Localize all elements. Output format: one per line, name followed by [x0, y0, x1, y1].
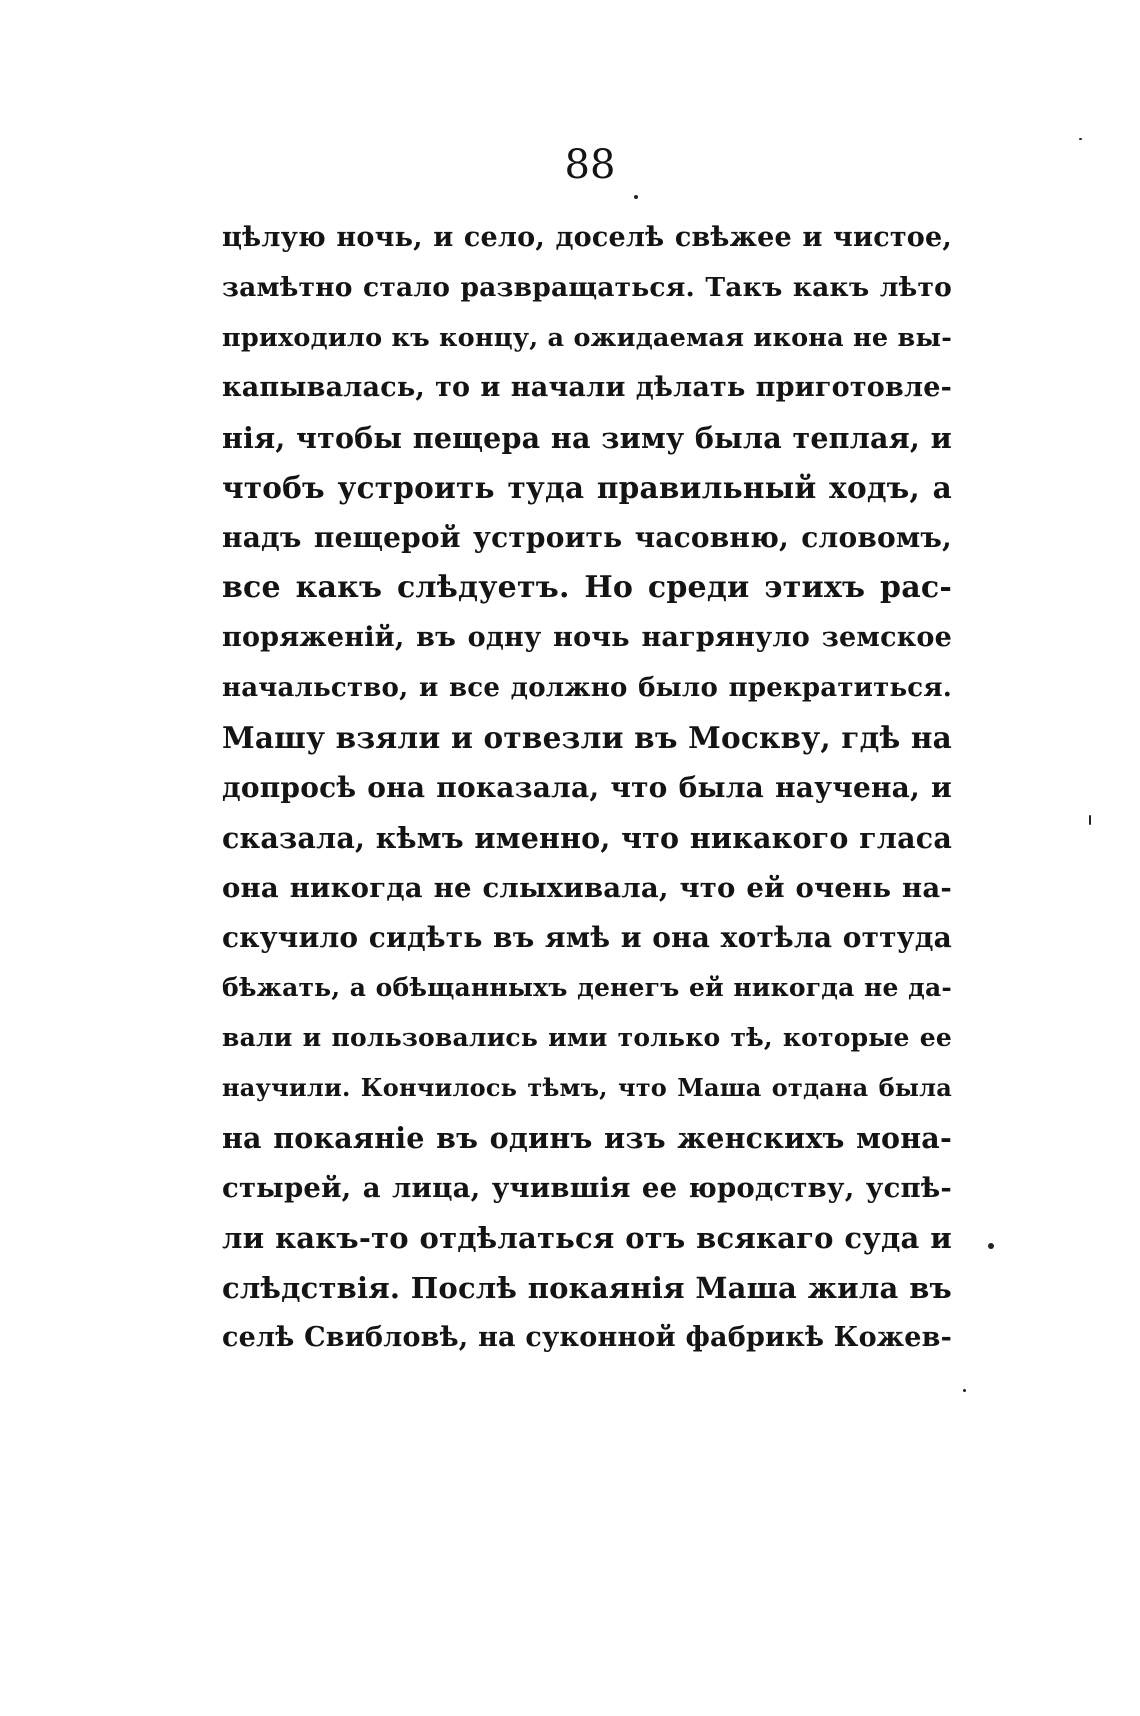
text-line: поряженій, въ одну ночь нагрянуло земское: [222, 622, 952, 653]
text-line: бѣжать, а обѣщанныхъ денегъ ей никогда не да-: [222, 973, 952, 1002]
scan-speck: [1079, 138, 1082, 140]
text-line: ли какъ-то отдѣлаться отъ всякаго суда и: [222, 1221, 952, 1255]
scan-speck: [634, 195, 638, 199]
text-line: селѣ Свибловѣ, на суконной фабрикѣ Кожев-: [222, 1322, 952, 1353]
text-line: капывалась, то и начали дѣлать приготовле-: [222, 372, 952, 403]
text-line: все какъ слѣдуетъ. Но среди этихъ рас-: [222, 570, 952, 605]
text-line: приходило къ концу, а ожидаемая икона не вы-: [222, 323, 952, 353]
text-line: вали и пользовались ими только тѣ, которые ее: [222, 1023, 952, 1052]
body-text: [222, 213, 952, 1363]
text-line: нія, чтобы пещера на зиму была теплая, и: [222, 421, 952, 455]
scan-speck: [1089, 815, 1091, 825]
text-line: она никогда не слыхивала, что ей очень на-: [222, 872, 952, 904]
text-line: Машу взяли и отвезли въ Москву, гдѣ на: [222, 720, 952, 755]
text-line: скучило сидѣть въ ямѣ и она хотѣла оттуда: [222, 921, 952, 954]
text-line: начальство, и все должно было прекратиться.: [222, 673, 952, 703]
text-line: допросѣ она показала, что была научена, и: [222, 771, 952, 804]
text-line: стырей, а лица, учившія ее юродству, успѣ-: [222, 1172, 952, 1204]
text-line: слѣдствія. Послѣ покаянія Маша жила въ: [222, 1271, 952, 1305]
scan-speck: [963, 1389, 966, 1392]
text-line: сказала, кѣмъ именно, что никакого гласа: [222, 821, 952, 855]
text-line: замѣтно стало развращаться. Такъ какъ лѣто: [222, 272, 952, 303]
page-number: 88: [564, 142, 616, 188]
text-line: цѣлую ночь, и село, доселѣ свѣжее и чистое,: [222, 222, 952, 253]
scan-speck: [988, 1243, 994, 1249]
text-line: на покаяніе въ одинъ изъ женскихъ мона-: [222, 1121, 952, 1155]
text-line: надъ пещерой устроить часовню, словомъ,: [222, 521, 952, 554]
text-line: научили. Кончилось тѣмъ, что Маша отдана была: [222, 1073, 952, 1102]
text-line: чтобъ устроить туда правильный ходъ, а: [222, 470, 952, 505]
